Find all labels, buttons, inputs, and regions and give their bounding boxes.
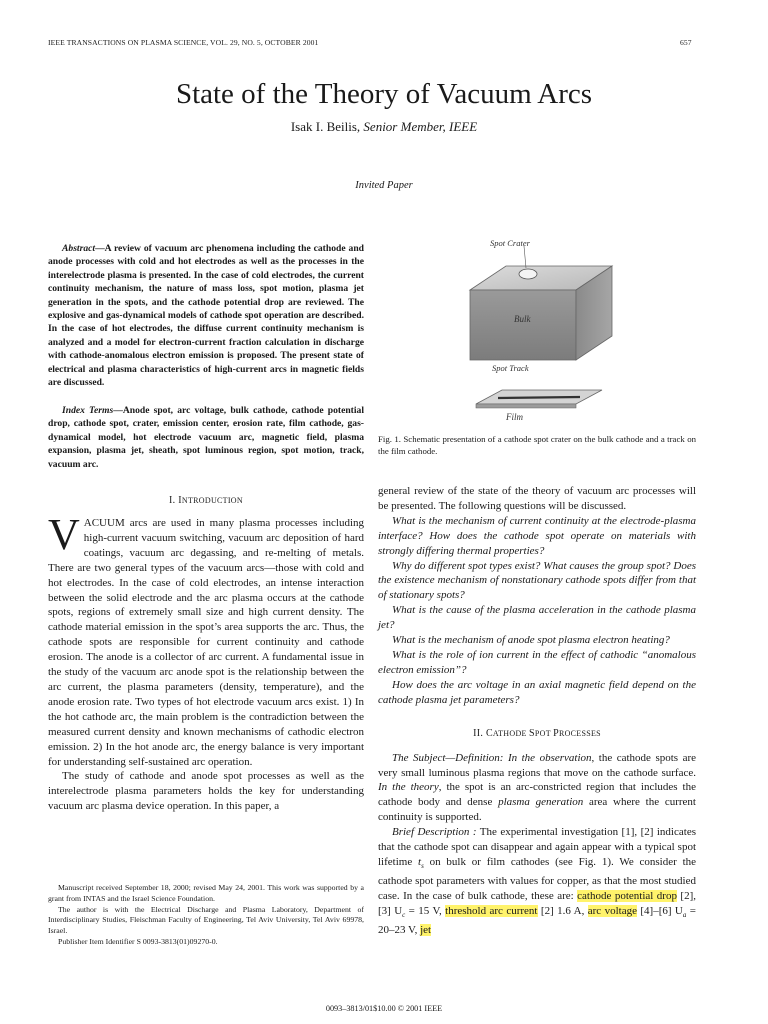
journal-header: IEEE TRANSACTIONS ON PLASMA SCIENCE, VOL. 29, NO. 5, OCTOBER 2001: [48, 38, 319, 47]
question-2: Why do different spot types exist? What causes the group spot? Does the existence mechanism of nonstationary cathode spots differ from that of stationary spots?: [378, 559, 696, 602]
label-film: Film: [506, 412, 523, 422]
subject-theory: In the theory: [378, 781, 439, 794]
question-5: What is the role of ion current in the effect of cathodic “anomalous electron emission”?: [378, 648, 696, 676]
heading-cap: P: [553, 727, 559, 739]
heading-rest: ATHODE: [492, 728, 530, 738]
intro-paragraph-1-text: ACUUM arcs are used in many plasma processes including high-current vacuum switching, vacuum arc deposition of hard coatings, vacuum arc degassing, and re-melting of metals. There are two general types of the vacuum arcs—those with cold and hot electrodes. In the case of cold electrodes, an intense interaction between the solid electrode and the arc plasma occurs at the cathode spots, regions of extremely small size and high current density. The cathode material emission in the spot’s area supports the arc. Thus, the cathode spots are responsible for current continuity and cathode erosion. The anode is a collector of arc current. A fundamental issue in the study of the vacuum arc anode spot is the relationship between the arc current, the plasma parameters (density, temperature), and the anode erosion rate. Two types of hot electrode vacuum arcs exist. 1) In the hot cathode arc, the main problem is the contradiction between the measured current density and known mechanisms of cathodic electron emission. 2) In the hot anode arc, the energy balance is very important for understanding self-sustained arc operation.: [48, 517, 364, 768]
heading-rest: NTRODUCTION: [181, 496, 243, 505]
highlight-cathode-potential-drop: cathode potential drop: [577, 889, 677, 902]
intro-paragraph-1: [48, 510, 364, 769]
heading-number: II.: [473, 727, 486, 739]
brief-text: The experimental investigation [1], [2] indicates that the cathode spot can disappear and again appear with a typical spot lifetime: [378, 826, 696, 868]
question-4: What is the mechanism of anode spot plasma electron heating?: [392, 634, 670, 647]
highlight-arc-voltage: arc voltage: [587, 904, 637, 917]
subject-text: , the spot is an arc-constricted region that includes the cathode body and dense: [378, 781, 696, 809]
crater-shape: [519, 269, 537, 279]
brief-label: Brief Description :: [392, 826, 477, 839]
figure-1: [462, 234, 622, 424]
author-name: Isak I. Beilis,: [290, 119, 361, 134]
section-heading-introduction: [48, 495, 364, 506]
question-6: How does the arc voltage in an axial magnetic field depend on the cathode plasma jet parameters?: [378, 678, 696, 706]
intro-paragraph-2: The study of cathode and anode spot processes as well as the interelectrode plasma parameters holds the key for understanding vacuum arc plasma device operation. In this paper, a: [48, 770, 364, 813]
section-heading-cathode-spot: [378, 728, 696, 739]
paper-type: Invited Paper: [355, 180, 413, 191]
heading-number: I.: [169, 495, 179, 506]
bulk-front-face: [470, 290, 576, 360]
page-footer: 0093–3813/01$10.00 © 2001 IEEE: [325, 1004, 443, 1013]
brief-text: = 20–23 V,: [378, 904, 696, 936]
symbol-subscript: s: [421, 862, 424, 871]
drop-cap: V: [48, 510, 80, 559]
abstract-text: —A review of vacuum arc phenomena including the cathode and anode processes with cold and hot electrodes as well as the processes in the interelectrode plasma is presented. In the case of cold electrodes, the current continuity mechanism, the nature of mass loss, spot motion, plasma jet generation in the spots, and the cathode potential drop are reviewed. The explosive and gas-dynamical models of cathode spot operation are described. In the case of hot electrodes, the diffuse current continuity mechanism is analyzed and a model for electron-current fraction calculation in discharge with cathode-anomalous electron emission is proposed. The present state of electrical and plasma characteristics of high-current arcs in magnetic fields are discussed.: [48, 243, 364, 389]
index-terms-text: —Anode spot, arc voltage, bulk cathode, cathode potential drop, cathode spot, crater, emission center, erosion rate, film cathode, gas-dynamical model, hot electrode vacuum arc, magnetic field, plasma expansion, plasma jet, sheath, spot luminous region, spot motion, track, vacuum arc.: [48, 405, 364, 470]
symbol-subscript: a: [682, 911, 687, 920]
footnote-identifier: Publisher Item Identifier S 0093-3813(01)09270-0.: [58, 936, 218, 946]
spot-track-line: [498, 397, 580, 398]
question-1: What is the mechanism of current continuity at the electrode-plasma interface? How does the cathode spot operate on materials with strongly differing thermal properties?: [378, 514, 696, 557]
crater-leader-line: [524, 246, 526, 268]
abstract-label: Abstract: [62, 243, 96, 254]
paper-title: State of the Theory of Vacuum Arcs: [175, 78, 593, 110]
page-number: 657: [680, 38, 692, 47]
intro-column: [48, 510, 364, 814]
figure-1-caption: Fig. 1. Schematic presentation of a cathode spot crater on the bulk cathode and a track on the film cathode.: [378, 434, 696, 456]
brief-text: [2], [3] U: [378, 889, 697, 917]
brief-text: on bulk or film cathodes (see Fig. 1). We consider the cathode spot parameters with values for copper, as that the most studied case. In the case of bulk cathode, these are:: [378, 855, 697, 902]
right-column: [378, 484, 696, 938]
brief-text: [2] 1.6 A,: [537, 904, 588, 917]
symbol-t: t: [418, 855, 422, 868]
label-spot-track: Spot Track: [492, 363, 529, 373]
heading-cap: C: [485, 727, 493, 739]
heading-rest: ROCESSES: [558, 728, 601, 738]
highlight-threshold-arc-current: threshold arc current: [445, 904, 538, 917]
subject-label: The Subject—Definition: In the observation: [392, 751, 592, 764]
brief-paragraph: [378, 825, 696, 938]
intro-paragraph-3: general review of the state of the theory of vacuum arc processes will be presented. The following questions will be discussed.: [378, 485, 696, 512]
brief-text: = 15 V,: [405, 904, 446, 917]
heading-rest: POT: [534, 728, 554, 738]
question-3: What is the cause of the plasma acceleration in the cathode plasma jet?: [378, 604, 696, 632]
footnote-received: Manuscript received September 18, 2000; revised May 24, 2001. This work was supported by a grant from INTAS and the Israel Science Foundation.: [48, 883, 364, 903]
highlight-jet: jet: [420, 923, 432, 936]
subject-text: area where the current continuity is supported.: [378, 796, 696, 824]
index-terms: [48, 404, 364, 471]
subject-paragraph: [378, 751, 696, 826]
footnote-affiliation: The author is with the Electrical Discharge and Plasma Laboratory, Department of Interdisciplinary Studies, Fleischman Faculty of Engineering, Tel Aviv University, Tel Aviv 69978, Israel.: [48, 904, 364, 936]
brief-text: [4]–[6] U: [636, 904, 683, 917]
heading-cap: I: [178, 495, 182, 506]
subject-plasma: plasma generation: [498, 796, 584, 809]
label-bulk: Bulk: [514, 314, 531, 324]
abstract: [48, 242, 364, 389]
footnotes: [48, 883, 364, 948]
film-plate-edge: [476, 404, 576, 408]
index-terms-label: Index Terms: [62, 405, 114, 416]
symbol-subscript: c: [402, 911, 406, 920]
label-spot-crater: Spot Crater: [490, 238, 530, 248]
author-line: [0, 119, 768, 135]
author-affiliation: Senior Member, IEEE: [360, 119, 478, 134]
figure-1-drawing: [462, 234, 622, 424]
subject-text: , the cathode spots are very small luminous plasma regions that move on the cathode surface.: [378, 751, 696, 779]
heading-cap: S: [529, 727, 535, 739]
